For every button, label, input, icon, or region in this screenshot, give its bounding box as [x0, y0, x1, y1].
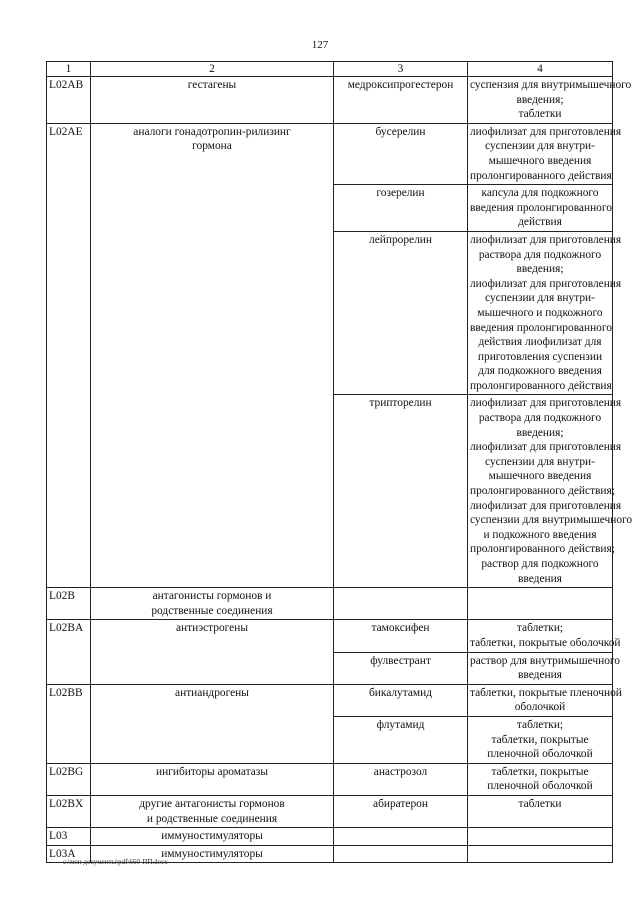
cell-text-line: введения; [516, 263, 564, 276]
column-header-1: 1 [47, 62, 91, 77]
cell-text-line: аналоги гонадотропин-рилизинг [133, 125, 291, 138]
drug-name-cell [334, 123, 468, 184]
atc-code-cell: L02BX [47, 795, 91, 827]
cell-text-line: флутамид [376, 718, 425, 731]
drug-name-cell [334, 77, 468, 124]
cell-text-line: введения пролонгированного [470, 321, 612, 334]
cell-text-line: раствора для подкожного [478, 248, 602, 261]
table-row [47, 828, 613, 846]
cell-text-line: таблетки, покрытые [491, 733, 589, 746]
table-row [47, 123, 613, 184]
atc-code-cell: L02B [47, 588, 91, 620]
dosage-form-cell [468, 845, 613, 863]
table-row [47, 588, 613, 620]
cell-text-line: таблетки; [516, 718, 564, 731]
cell-text-line: тамоксифен [371, 622, 430, 635]
cell-text-line: ингибиторы ароматазы [155, 765, 268, 778]
cell-text-line: пролонгированного действия [470, 169, 612, 182]
group-name-cell [91, 795, 334, 827]
dosage-form-cell [468, 795, 613, 827]
dosage-form-cell [468, 716, 613, 763]
cell-text-line: лиофилизат для приготовления [470, 125, 622, 138]
dosage-form-cell [468, 620, 621, 652]
cell-text-line: введения; [516, 93, 564, 106]
cell-text-line: капсула для подкожного [481, 187, 599, 200]
dosage-form-cell [468, 231, 622, 395]
cell-text-line: бикалутамид [368, 686, 433, 699]
drug-name-cell [334, 845, 468, 863]
dosage-form-cell [468, 828, 613, 846]
cell-text-line: пленочной оболочкой [487, 748, 593, 761]
group-name-cell [91, 763, 334, 795]
cell-text-line: приготовления суспензии [477, 350, 603, 363]
group-name-cell [91, 684, 334, 763]
cell-text-line: лиофилизат для приготовления [470, 499, 622, 512]
group-name-cell [91, 588, 334, 620]
cell-text-line: абиратерон [373, 797, 428, 810]
cell-text-line: введения; [516, 426, 564, 439]
drug-classification-table [46, 61, 633, 863]
drug-name-cell [334, 185, 468, 232]
drug-name-cell [334, 763, 468, 795]
atc-code-cell: L02AB [47, 77, 91, 124]
cell-text-line: родственные соединения [151, 604, 273, 617]
drug-name-cell [334, 795, 468, 827]
dosage-form-cell [468, 77, 632, 124]
cell-text-line: и родственные соединения [146, 812, 278, 825]
cell-text-line: введения пролонгированного [470, 201, 612, 214]
cell-text-line: раствор для подкожного [481, 558, 599, 570]
drug-name-cell [334, 395, 468, 588]
cell-text-line: суспензии для внутримышечного [470, 514, 633, 527]
drug-name-cell [334, 716, 468, 763]
table-row [47, 763, 613, 795]
dosage-form-cell [468, 185, 613, 232]
group-name-cell [91, 77, 334, 124]
cell-text-line: оболочкой [514, 701, 566, 714]
table-row [47, 795, 613, 827]
atc-code-cell: L03 [47, 828, 91, 846]
cell-text-line: бусерелин [375, 125, 426, 138]
cell-text-line: таблетки [518, 108, 562, 121]
cell-text-line: лиофилизат для приготовления [470, 441, 622, 454]
cell-text-line: пролонгированного действия; [470, 543, 615, 556]
cell-text-line: действия [518, 216, 562, 229]
cell-text-line: для подкожного введения [478, 365, 602, 378]
cell-text-line: медроксипрогестерон [347, 79, 454, 91]
cell-text-line: гестагены [187, 79, 237, 91]
cell-text-line: гормона [192, 140, 232, 153]
drug-name-cell [334, 620, 468, 652]
cell-text-line: антагонисты гормонов и [152, 590, 272, 603]
cell-text-line: таблетки, покрытые [491, 765, 589, 778]
cell-text-line: антиандрогены [175, 686, 249, 699]
cell-text-line: суспензии для внутри- [485, 140, 595, 153]
cell-text-line: фулвестрант [370, 654, 431, 667]
cell-text-line: пролонгированного действия; [470, 485, 615, 498]
dosage-form-cell [468, 652, 620, 684]
cell-text-line: суспензии для внутри- [485, 292, 595, 305]
column-header-3: 3 [334, 62, 468, 77]
cell-text-line: введения [518, 572, 562, 585]
table-row [47, 620, 613, 652]
cell-text-line: лиофилизат для приготовления [470, 397, 622, 410]
dosage-form-cell [468, 588, 613, 620]
footer-file-path: c:\мои документы\pdf\660-ПП.docx [63, 858, 168, 866]
dosage-form-cell [468, 684, 622, 716]
cell-text-line: раствора для подкожного [478, 412, 602, 425]
atc-code-cell: L03A [47, 845, 91, 863]
cell-text-line: трипторелин [369, 397, 432, 410]
cell-text-line: и подкожного введения [483, 528, 597, 541]
cell-text-line: суспензии для внутри- [485, 455, 595, 468]
cell-text-line: мышечного введения [488, 470, 592, 483]
cell-text-line: лиофилизат для приготовления [470, 233, 622, 246]
cell-text-line: таблетки, покрытые пленочной [470, 686, 622, 699]
group-name-cell [91, 828, 334, 846]
dosage-form-cell [468, 395, 633, 588]
atc-code-cell: L02BB [47, 684, 91, 763]
cell-text-line: суспензия для внутримышечного [470, 79, 632, 91]
drug-name-cell [334, 231, 468, 395]
column-header-2: 2 [91, 62, 334, 77]
cell-text-line: введения [518, 669, 562, 682]
dosage-form-cell [468, 123, 622, 184]
cell-text-line: гозерелин [376, 187, 425, 200]
page-number: 127 [311, 39, 329, 51]
group-name-cell [91, 620, 334, 684]
group-name-cell [91, 123, 334, 587]
cell-text-line: другие антагонисты гормонов [139, 797, 285, 810]
atc-code-cell: L02BA [47, 620, 91, 684]
drug-name-cell [334, 652, 468, 684]
cell-text-line: таблетки; [516, 622, 564, 635]
cell-text-line: иммуностимуляторы [161, 847, 263, 860]
drug-name-cell [334, 684, 468, 716]
cell-text-line: анастрозол [373, 765, 428, 778]
drug-name-cell [334, 588, 468, 620]
column-header-4: 4 [468, 62, 613, 77]
cell-text-line: антиэстрогены [175, 622, 248, 635]
atc-code-cell: L02AE [47, 123, 91, 587]
cell-text-line: мышечного введения [488, 154, 592, 167]
cell-text-line: пролонгированного действия [470, 379, 612, 392]
table-header-row [47, 62, 613, 77]
cell-text-line: лейпрорелин [369, 233, 432, 246]
cell-text-line: таблетки [518, 797, 562, 810]
table-row [47, 684, 613, 716]
cell-text-line: раствор для внутримышечного [470, 654, 620, 667]
cell-text-line: таблетки, покрытые оболочкой [470, 636, 621, 649]
dosage-form-cell [468, 763, 613, 795]
cell-text-line: пленочной оболочкой [487, 780, 593, 793]
cell-text-line: лиофилизат для приготовления [470, 277, 622, 290]
drug-name-cell [334, 828, 468, 846]
atc-code-cell: L02BG [47, 763, 91, 795]
cell-text-line: иммуностимуляторы [161, 830, 263, 843]
table-row [47, 77, 613, 124]
cell-text-line: мышечного и подкожного [477, 306, 603, 319]
cell-text-line: действия лиофилизат для [478, 336, 602, 349]
